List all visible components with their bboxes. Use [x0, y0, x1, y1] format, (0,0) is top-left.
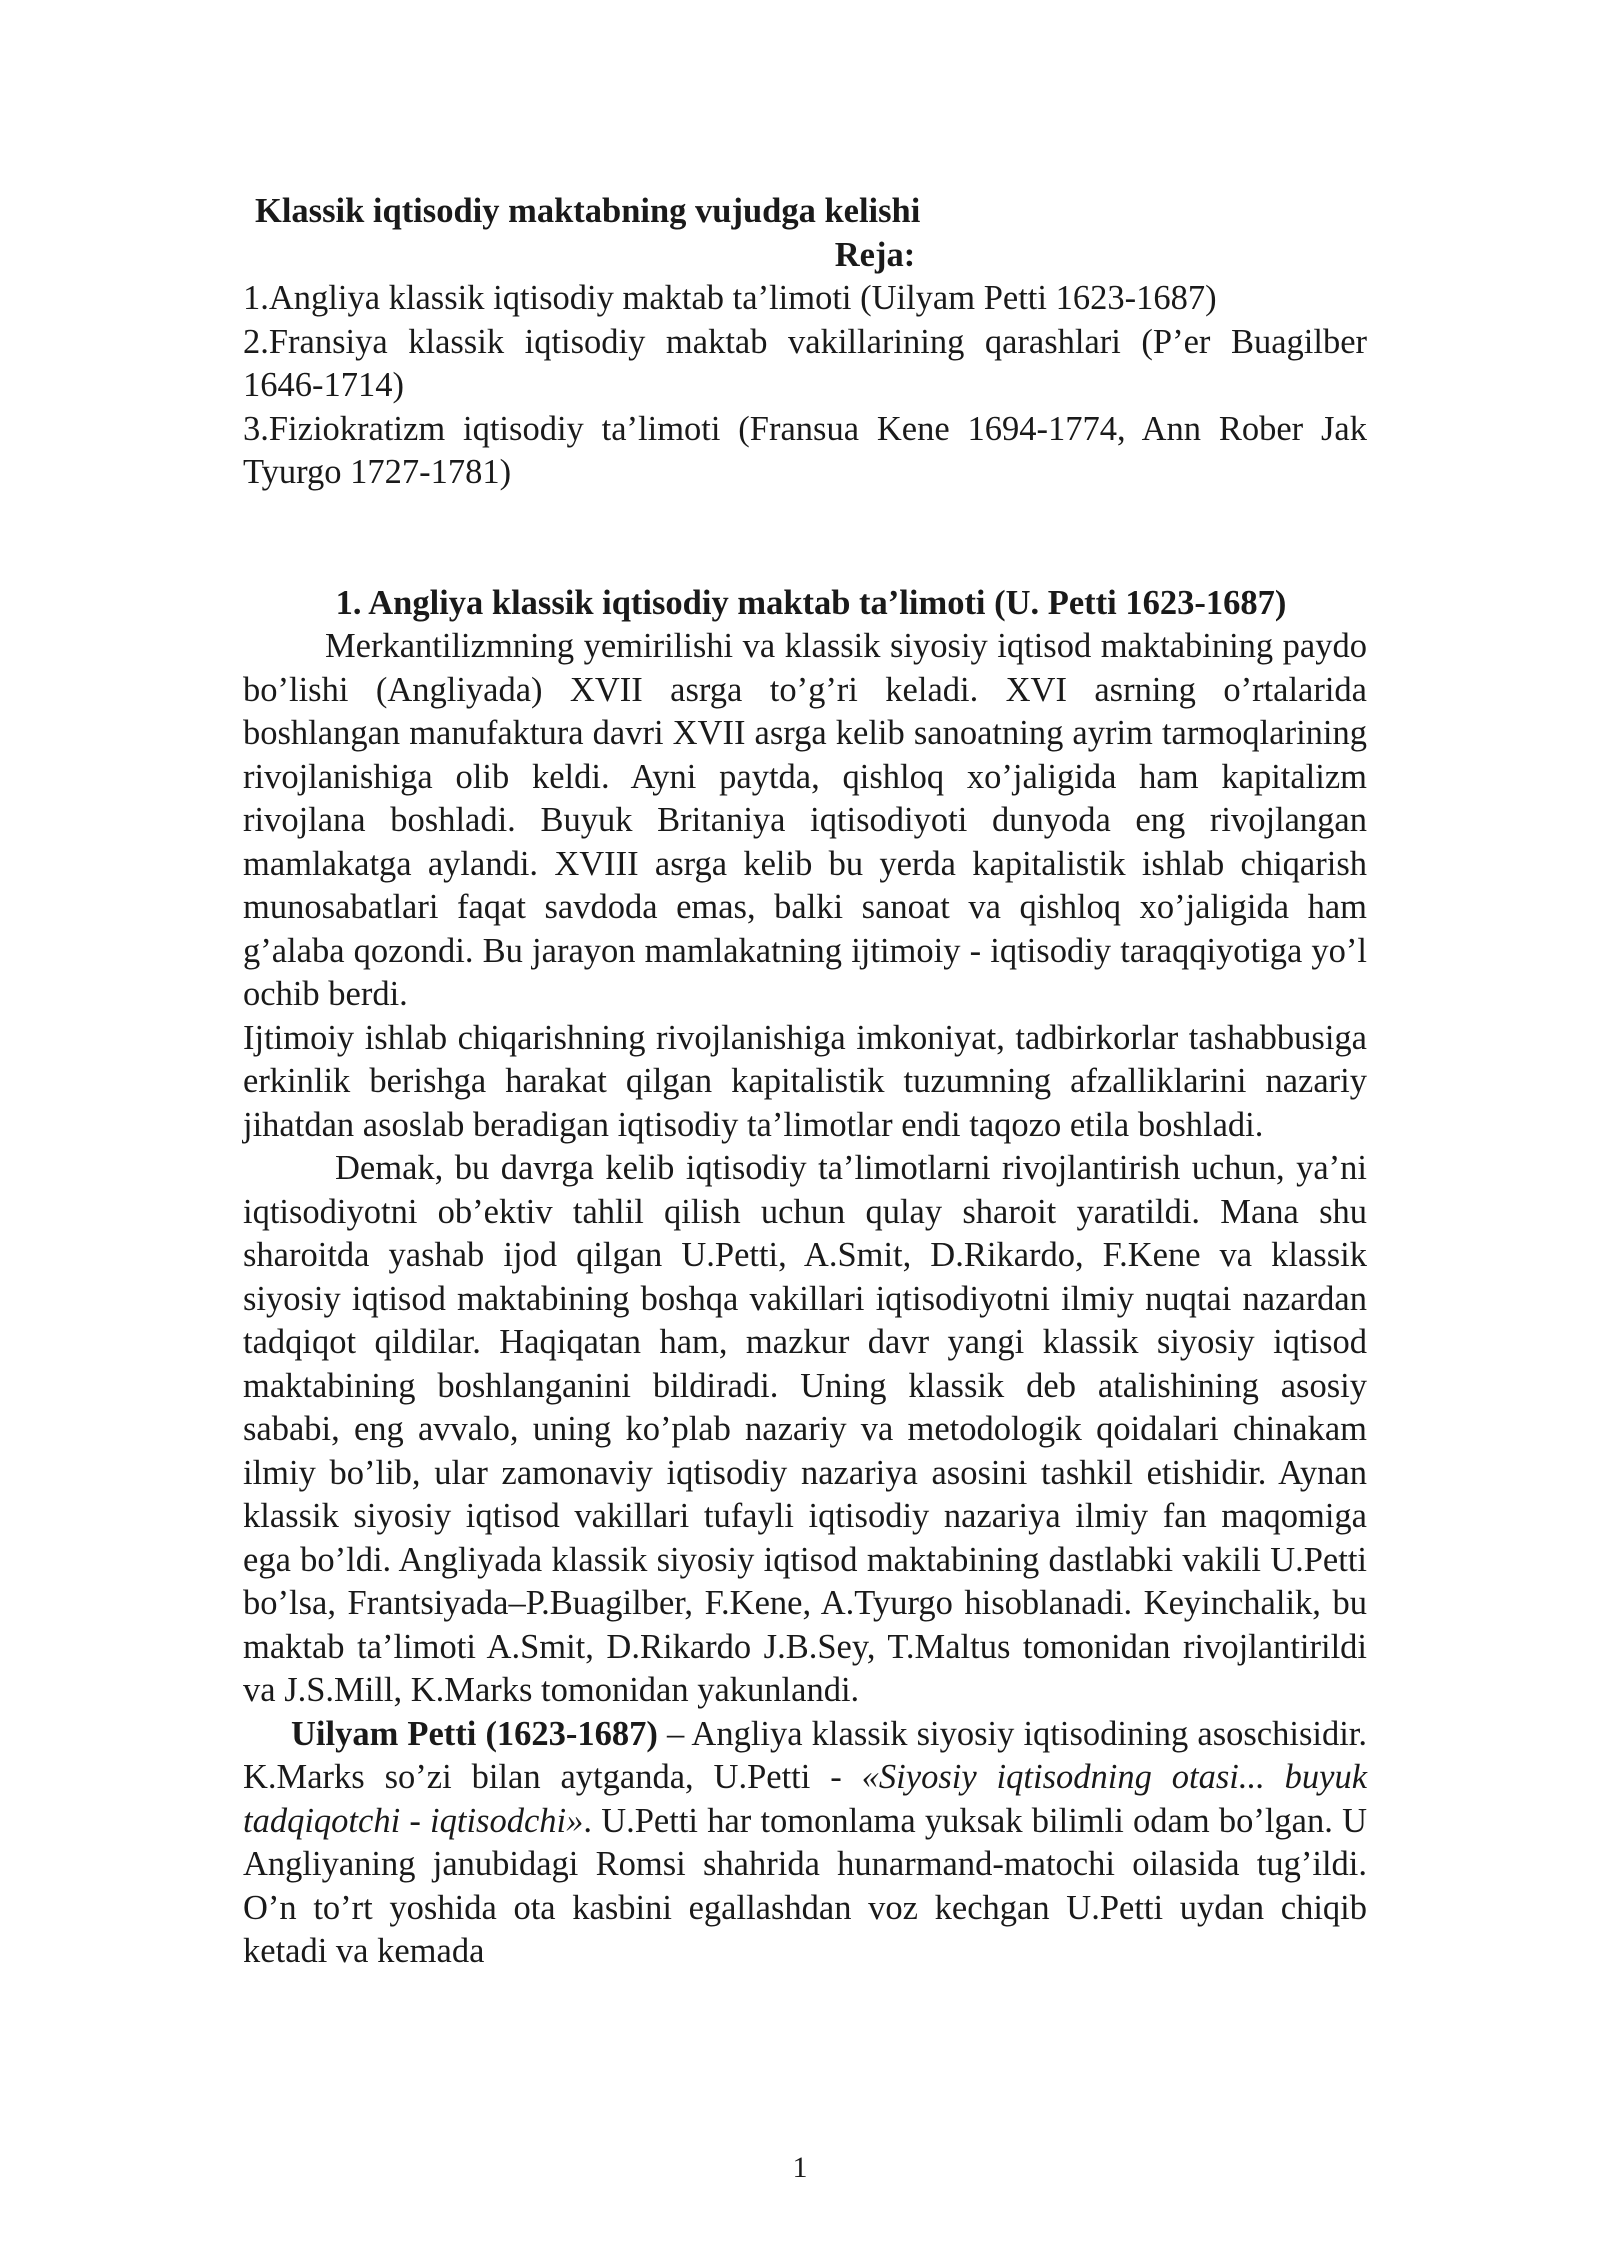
- section-spacer: [243, 495, 1367, 582]
- paragraph-text: . U.Petti har tomonlama yuksak bilimli odam bo’lgan. U Angliyaning janubidagi Romsi shahrida hunarmand-matochi oilasida tug’ildi. O’n to’rt yoshida ota kasbini egallashdan voz kechgan U.Petti uydan chiqib ketadi va kemada: [243, 1801, 1367, 1970]
- page-number: 1: [792, 2151, 808, 2184]
- paragraph-text: – Angliya klassik siyosiy iqtisodining asoschisidir. K.Marks so’zi bilan aytganda, U.Petti -: [243, 1714, 1367, 1796]
- body-paragraph: Merkantilizmning yemirilishi va klassik siyosiy iqtisod maktabining paydo bo’lishi (Angliyada) XVII asrga to’g’ri keladi. XVI asrning o’rtalarida boshlangan manufaktura davri XVII asrga kelib sanoatning ayrim tarmoqlarining rivojlanishiga olib keldi. Ayni paytda, qishloq xo’jaligida ham kapitalizm rivojlana boshladi. Buyuk Britaniya iqtisodiyoti dunyoda eng rivojlangan mamlakatga aylandi. XVIII asrga kelib bu yerda kapitalistik ishlab chiqarish munosabatlari faqat savdoda emas, balki sanoat va qishloq xo’jaligida ham g’alaba qozondi. Bu jarayon mamlakatning ijtimoiy - iqtisodiy taraqqiyotiga yo’l ochib berdi.: [243, 627, 1367, 1013]
- body-paragraph: [243, 1713, 1367, 1974]
- quote-text: «Siyosiy iqtisodning otasi... buyuk tadqiqotchi - iqtisodchi»: [243, 1758, 1368, 1840]
- person-name: Uilyam Petti (1623-1687): [291, 1714, 658, 1753]
- plan-item: 3.Fiziokratizm iqtisodiy ta’limoti (Fransua Kene 1694-1774, Ann Rober Jak Tyurgo 1727-1781): [243, 409, 1367, 491]
- plan-item: 2.Fransiya klassik iqtisodiy maktab vakillarining qarashlari (P’er Buagilber 1646-1714): [243, 322, 1367, 404]
- body-paragraph: Ijtimoiy ishlab chiqarishning rivojlanishiga imkoniyat, tadbirkorlar tashabbusiga erkinlik berishga harakat qilgan kapitalistik tuzumning afzalliklarini nazariy jihatdan asoslab beradigan iqtisodiy ta’limotlar endi taqozo etila boshladi.: [243, 1018, 1367, 1144]
- plan-list: [243, 277, 1367, 495]
- document-title: Klassik iqtisodiy maktabning vujudga kelishi: [255, 192, 921, 230]
- section-heading: 1. Angliya klassik iqtisodiy maktab ta’limoti (U. Petti 1623-1687): [335, 583, 1287, 622]
- plan-item: 1.Angliya klassik iqtisodiy maktab ta’limoti (Uilyam Petti 1623-1687): [243, 279, 1217, 317]
- body-paragraph: Demak, bu davrga kelib iqtisodiy ta’limotlarni rivojlantirish uchun, ya’ni iqtisodiyotni ob’ektiv tahlil qilish uchun qulay sharoit yaratildi. Mana shu sharoitda yashab ijod qilgan U.Petti, A.Smit, D.Rikardo, F.Kene va klassik siyosiy iqtisod maktabining boshqa vakillari iqtisodiyotni ilmiy nuqtai nazardan tadqiqot qildilar. Haqiqatan ham, mazkur davr yangi klassik siyosiy iqtisod maktabining boshlanganini bildiradi. Uning klassik deb atalishining asosiy sababi, eng avvalo, uning ko’plab nazariy va metodologik qoidalari chinakam ilmiy bo’lib, ular zamonaviy iqtisodiy nazariya asosini tashkil etishidir. Aynan klassik siyosiy iqtisod vakillari tufayli iqtisodiy nazariya ilmiy fan maqomiga ega bo’ldi. Angliyada klassik siyosiy iqtisod maktabining dastlabki vakili U.Petti bo’lsa, Frantsiyada–P.Buagilber, F.Kene, A.Tyurgo hisoblanadi. Keyinchalik, bu maktab ta’limoti A.Smit, D.Rikardo J.B.Sey, T.Maltus tomonidan rivojlantirildi va J.S.Mill, K.Marks tomonidan yakunlandi.: [243, 1149, 1367, 1709]
- document-page: [243, 190, 1367, 1974]
- plan-heading: Reja:: [834, 235, 916, 274]
